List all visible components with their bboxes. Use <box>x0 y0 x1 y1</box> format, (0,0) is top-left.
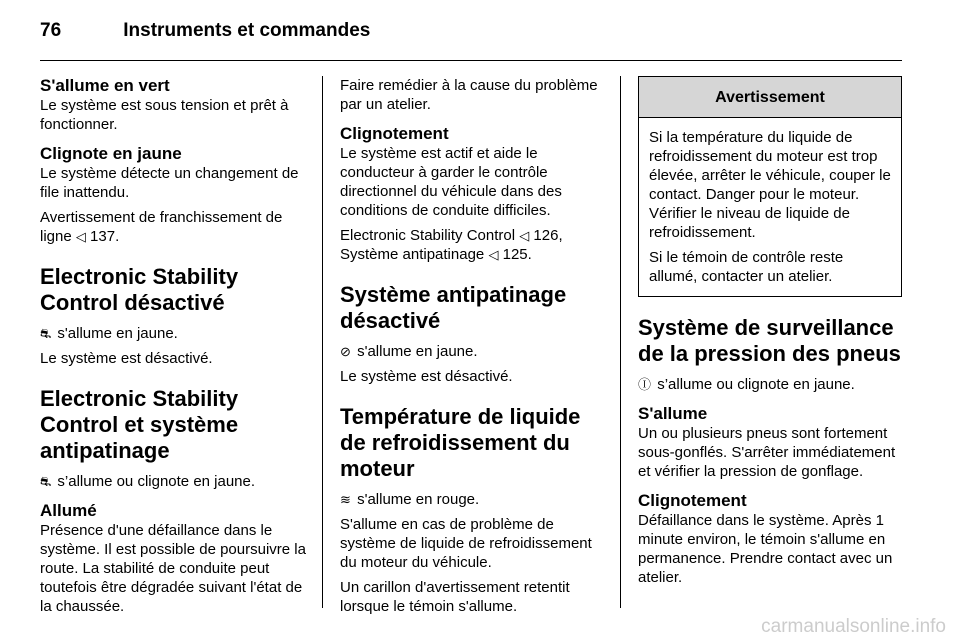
page-number: 76 <box>40 20 62 41</box>
paragraph-with-icon: ≋ s'allume en rouge. <box>340 491 480 508</box>
tc-off-icon: ⊘ <box>340 344 351 359</box>
paragraph-with-icon: ⛐ s’allume ou clignote en jaune. <box>40 473 256 490</box>
paragraph: Si la température du liquide de refroidissement du moteur est trop élevée, arrêter le véhicule, couper le contact. Danger pour le moteur. Vérifier le niveau de liquide de refroidissement. <box>649 129 891 241</box>
subheading-yellow: Clignote en jaune <box>40 144 182 163</box>
paragraph: Le système est désactivé. <box>40 350 213 367</box>
page-ref-link[interactable]: 137. <box>90 228 120 245</box>
ref-arrow-icon: ◁ <box>488 247 499 262</box>
section-heading-esc-tc: Electronic Stability Control et système antipatinage <box>40 386 239 463</box>
subheading-sallume: S'allume <box>638 404 708 423</box>
ref-arrow-icon: ◁ <box>519 228 530 243</box>
paragraph: Le système est sous tension et prêt à fonctionner. <box>40 97 289 133</box>
subheading-green: S'allume en vert <box>40 76 170 95</box>
watermark: carmanualsonline.info <box>761 616 946 637</box>
paragraph-with-refs: Electronic Stability Control ◁ 126, Système antipatinage ◁ 125. <box>340 227 563 263</box>
coolant-temperature-icon: ≋ <box>340 492 351 507</box>
header-rule <box>40 60 902 61</box>
column-3 <box>638 76 902 593</box>
ref-arrow-icon: ◁ <box>75 229 86 244</box>
page-ref-link[interactable]: 126, <box>533 227 563 244</box>
subheading-clignotement: Clignotement <box>638 491 747 510</box>
warning-box <box>638 76 902 297</box>
section-heading-esc-off: Electronic Stability Control désactivé <box>40 264 239 315</box>
paragraph: S'allume en cas de problème de système de liquide de refroidissement du moteur du véhicule. <box>340 516 592 571</box>
subheading-allume: Allumé <box>40 501 97 520</box>
column-divider-1 <box>322 76 323 608</box>
paragraph: Le système détecte un changement de file inattendu. <box>40 165 299 201</box>
ref-text: Avertissement de franchissement de ligne <box>40 209 283 245</box>
column-divider-2 <box>620 76 621 608</box>
paragraph: Présence d'une défaillance dans le système. Il est possible de poursuivre la route. La stabilité de conduite peut toutefois être dégradée suivant l'état de la chaussée. <box>40 522 306 615</box>
section-heading-tc-off: Système antipatinage désactivé <box>340 282 567 333</box>
paragraph: Le système est actif et aide le conducteur à garder le contrôle directionnel du véhicule dans des conditions de conduite difficiles. <box>340 145 562 219</box>
page-title: Instruments et commandes <box>123 20 371 41</box>
esc-off-icon: ⛐ <box>40 326 52 341</box>
column-1 <box>40 76 310 622</box>
paragraph-with-ref <box>40 208 310 246</box>
column-2 <box>340 76 608 622</box>
paragraph: Faire remédier à la cause du problème par un atelier. <box>340 77 598 113</box>
paragraph-with-icon: ⛐ s'allume en jaune. <box>40 325 178 342</box>
section-heading-coolant: Température de liquide de refroidissement du moteur <box>340 404 581 481</box>
warning-body <box>639 118 901 296</box>
paragraph: Le système est désactivé. <box>340 368 513 385</box>
paragraph-with-icon: Ⓘ s’allume ou clignote en jaune. <box>638 376 855 393</box>
esc-icon: ⛐ <box>40 474 52 489</box>
page-header <box>40 20 370 42</box>
page-ref-link[interactable]: 125. <box>502 246 532 263</box>
tire-pressure-icon: Ⓘ <box>638 377 652 392</box>
warning-title: Avertissement <box>639 77 901 118</box>
paragraph: Défaillance dans le système. Après 1 minute environ, le témoin s'allume en permanence. Prendre contact avec un atelier. <box>638 512 893 586</box>
paragraph: Un carillon d'avertissement retentit lorsque le témoin s'allume. <box>340 579 570 615</box>
paragraph: Si le témoin de contrôle reste allumé, contacter un atelier. <box>649 249 844 285</box>
paragraph-with-icon: ⊘ s'allume en jaune. <box>340 343 478 360</box>
section-heading-tpms: Système de surveillance de la pression des pneus <box>638 315 901 366</box>
subheading-clignotement: Clignotement <box>340 124 449 143</box>
paragraph: Un ou plusieurs pneus sont fortement sous-gonflés. S'arrêter immédiatement et vérifier la pression de gonflage. <box>638 425 896 480</box>
